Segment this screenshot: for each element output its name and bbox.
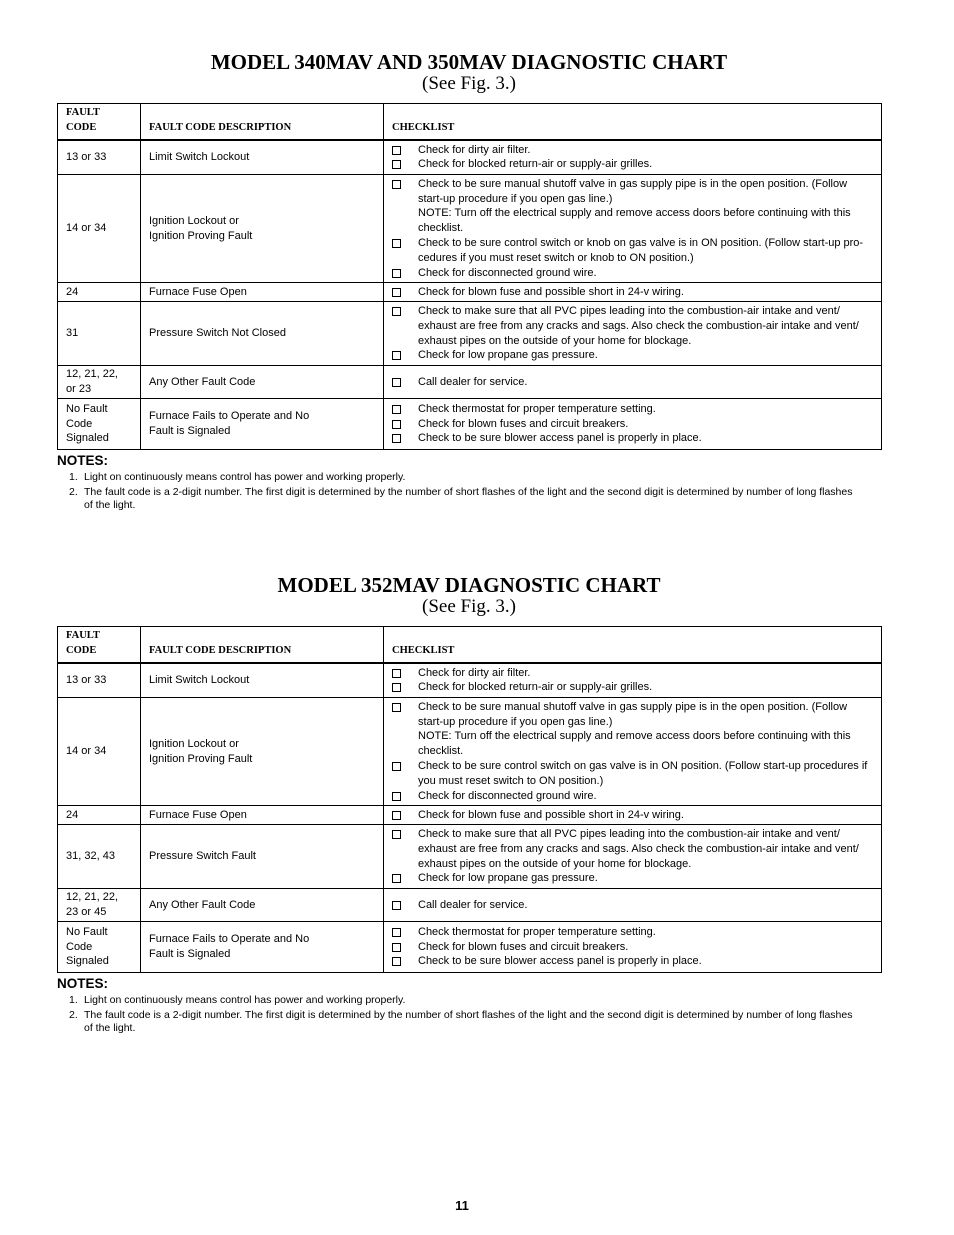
checklist-cell [384, 366, 882, 399]
checklist-text: start-up procedure if you open gas line.) [418, 715, 613, 728]
checklist-text: Check for blown fuse and possible short in 24-v wiring. [418, 808, 684, 821]
checkbox-icon [392, 928, 401, 937]
fault-description-text: Fault is Signaled [149, 948, 231, 961]
checkbox-icon [392, 180, 401, 189]
fault-description-cell [141, 366, 384, 399]
checklist-text: Check for disconnected ground wire. [418, 789, 597, 802]
fault-description-cell [141, 302, 384, 366]
checklist-item [392, 177, 873, 207]
checklist-text: exhaust are free from any cracks and sags. Also check the combustion-air intake and vent/ [418, 842, 859, 855]
note-text: of the light. [84, 499, 136, 512]
fault-code-cell [58, 140, 141, 175]
diagnostic-table [57, 103, 882, 450]
checklist-text: Check for blocked return-air or supply-air grilles. [418, 681, 653, 694]
checklist-item [392, 143, 873, 158]
checklist-text: exhaust are free from any cracks and sags. Also check the combustion-air intake and vent/ [418, 319, 859, 332]
checkbox-icon [392, 811, 401, 820]
fault-code-text: No Fault [66, 925, 108, 938]
fault-description-text: Any Other Fault Code [149, 898, 256, 911]
checklist-text: Check for blown fuse and possible short in 24-v wiring. [418, 285, 684, 298]
note-text: Light on continuously means control has power and working properly. [84, 471, 406, 484]
checklist-text: Check to be sure control switch or knob on gas valve is in ON position. (Follow start-up pro- [418, 236, 864, 249]
chart-title: MODEL 340MAV AND 350MAV DIAGNOSTIC CHART [210, 50, 728, 74]
table-row [58, 922, 882, 973]
fault-code-text: 13 or 33 [66, 673, 107, 686]
checklist-cell [384, 175, 882, 283]
table-row [58, 698, 882, 806]
fault-description-text: Any Other Fault Code [149, 375, 256, 388]
checklist-cell [384, 922, 882, 973]
checklist-item [392, 236, 873, 266]
checklist-text: Check for dirty air filter. [418, 666, 531, 679]
checklist-cell [384, 698, 882, 806]
checklist-item [392, 680, 873, 695]
checklist-text: Check to be sure manual shutoff valve in gas supply pipe is in the open position. (Follow [418, 700, 848, 713]
table-row [58, 366, 882, 399]
checklist-cell [384, 889, 882, 922]
checkbox-icon [392, 146, 401, 155]
checkbox-icon [392, 874, 401, 883]
chart-subtitle: (See Fig. 3.) [422, 596, 516, 617]
checklist-text: you must reset switch to ON position.) [418, 774, 604, 787]
checklist-text: Check to be sure blower access panel is properly in place. [418, 432, 702, 445]
checklist-text: exhaust pipes on the outside of your home for blockage. [418, 334, 692, 347]
checklist-cell [384, 663, 882, 698]
checkbox-icon [392, 830, 401, 839]
table-row [58, 889, 882, 922]
fault-description-text: Furnace Fuse Open [149, 808, 247, 821]
checklist-note [392, 729, 873, 759]
checklist-text: Check to make sure that all PVC pipes leading into the combustion-air intake and vent/ [418, 305, 840, 317]
note-text: Light on continuously means control has power and working properly. [84, 994, 406, 1007]
checklist-item [392, 304, 873, 348]
checkbox-icon [392, 378, 401, 387]
fault-code-text: 31 [66, 327, 79, 340]
checkbox-icon [392, 351, 401, 360]
table-row [58, 825, 882, 889]
checklist-note [392, 206, 873, 236]
fault-code-cell [58, 283, 141, 302]
checkbox-icon [392, 288, 401, 297]
header-fault-code-line2: CODE [66, 121, 97, 133]
fault-code-cell [58, 889, 141, 922]
notes-list [57, 994, 887, 1036]
checklist-item [392, 157, 873, 172]
fault-description-text: Limit Switch Lockout [149, 150, 250, 163]
table-row [58, 140, 882, 175]
checklist-cell [384, 302, 882, 366]
checkbox-icon [392, 239, 401, 248]
checklist-item [392, 666, 873, 681]
fault-description-cell [141, 806, 384, 825]
fault-description-text: Fault is Signaled [149, 425, 231, 438]
diagnostic-table [57, 626, 882, 973]
header-fault-code [58, 627, 141, 663]
checklist-text: Check thermostat for proper temperature setting. [418, 925, 656, 938]
checkbox-icon [392, 762, 401, 771]
header-checklist: CHECKLIST [384, 104, 882, 140]
checklist-item [392, 375, 873, 390]
fault-code-cell [58, 302, 141, 366]
fault-code-cell [58, 922, 141, 973]
table-row [58, 175, 882, 283]
checklist-text: start-up procedure if you open gas line.) [418, 192, 613, 205]
note-number: 2. [69, 485, 78, 498]
table-header-row [58, 104, 882, 140]
note-number: 2. [69, 1008, 78, 1021]
table-row [58, 283, 882, 302]
note-item [57, 471, 887, 485]
fault-description-text: Ignition Proving Fault [149, 229, 253, 242]
checklist-item [392, 759, 873, 789]
fault-description-text: Limit Switch Lockout [149, 673, 250, 686]
fault-code-text: No Fault [66, 402, 108, 415]
checklist-text: Check for blocked return-air or supply-air grilles. [418, 158, 653, 171]
checkbox-icon [392, 434, 401, 443]
checklist-item [392, 827, 873, 871]
notes-heading: NOTES: [57, 976, 109, 992]
checklist-text: Check to be sure control switch on gas valve is in ON position. (Follow start-up procedures if [418, 759, 868, 772]
fault-code-text: 12, 21, 22, [66, 368, 118, 381]
fault-description-cell [141, 175, 384, 283]
checklist-cell [384, 283, 882, 302]
checkbox-icon [392, 703, 401, 712]
fault-code-cell [58, 663, 141, 698]
table-row [58, 399, 882, 450]
fault-code-text: or 23 [66, 383, 92, 396]
fault-description-cell [141, 283, 384, 302]
checkbox-icon [392, 269, 401, 278]
notes-list [57, 471, 887, 513]
checklist-item [392, 898, 873, 913]
diagnostic-chart-340-350 [57, 51, 881, 514]
fault-description-text: Ignition Proving Fault [149, 752, 253, 765]
header-fault-code-line1: FAULT [66, 107, 100, 118]
fault-code-cell [58, 806, 141, 825]
checklist-text: Check for blown fuses and circuit breakers. [418, 940, 629, 953]
checklist-text: Check for low propane gas pressure. [418, 872, 598, 885]
fault-code-cell [58, 825, 141, 889]
checklist-item [392, 940, 873, 955]
fault-code-text: Signaled [66, 955, 109, 968]
checkbox-icon [392, 683, 401, 692]
fault-code-text: 23 or 45 [66, 906, 107, 919]
table-row [58, 806, 882, 825]
checklist-text: Check to make sure that all PVC pipes leading into the combustion-air intake and vent/ [418, 828, 840, 840]
fault-description-cell [141, 889, 384, 922]
checklist-text: checklist. [418, 745, 464, 758]
note-text: The fault code is a 2-digit number. The first digit is determined by the number of short flashes of the light and the second digit is determined by number of long flashes [84, 485, 853, 498]
fault-description-text: Furnace Fails to Operate and No [149, 410, 310, 423]
checkbox-icon [392, 901, 401, 910]
checklist-item [392, 266, 873, 281]
checklist-text: Check for blown fuses and circuit breakers. [418, 417, 629, 430]
fault-description-cell [141, 399, 384, 450]
checklist-text: Check for low propane gas pressure. [418, 349, 598, 362]
fault-code-text: 24 [66, 285, 79, 298]
checklist-item [392, 700, 873, 730]
chart-subtitle: (See Fig. 3.) [422, 73, 516, 94]
checklist-text: Check to be sure manual shutoff valve in gas supply pipe is in the open position. (Follow [418, 177, 848, 190]
checkbox-icon [392, 792, 401, 801]
checklist-text: Call dealer for service. [418, 898, 528, 911]
note-text: of the light. [84, 1022, 136, 1035]
notes-heading: NOTES: [57, 453, 109, 469]
checklist-item [392, 925, 873, 940]
fault-code-text: 13 or 33 [66, 150, 107, 163]
fault-code-text: Signaled [66, 432, 109, 445]
note-text: The fault code is a 2-digit number. The first digit is determined by the number of short flashes of the light and the second digit is determined by number of long flashes [84, 1008, 853, 1021]
fault-description-cell [141, 825, 384, 889]
checklist-item [392, 808, 873, 823]
checklist-cell [384, 825, 882, 889]
checklist-text: Check to be sure blower access panel is properly in place. [418, 955, 702, 968]
checklist-item [392, 348, 873, 363]
checklist-item [392, 789, 873, 804]
fault-description-text: Ignition Lockout or [149, 737, 239, 750]
checkbox-icon [392, 957, 401, 966]
table-row [58, 302, 882, 366]
checklist-item [392, 431, 873, 446]
checkbox-icon [392, 420, 401, 429]
page-number: 11 [455, 1198, 469, 1213]
checklist-item [392, 402, 873, 417]
fault-code-text: 31, 32, 43 [66, 850, 115, 863]
note-number: 1. [69, 994, 78, 1007]
chart-title: MODEL 352MAV DIAGNOSTIC CHART [277, 573, 661, 597]
checklist-item [392, 285, 873, 300]
checklist-text: exhaust pipes on the outside of your home for blockage. [418, 857, 692, 870]
checkbox-icon [392, 405, 401, 414]
table-header-row [58, 627, 882, 663]
fault-description-cell [141, 922, 384, 973]
checkbox-icon [392, 943, 401, 952]
checklist-text: checklist. [418, 222, 464, 235]
checkbox-icon [392, 669, 401, 678]
fault-code-cell [58, 366, 141, 399]
header-fault-code-line2: CODE [66, 644, 97, 656]
checkbox-icon [392, 160, 401, 169]
checklist-cell [384, 140, 882, 175]
header-description: FAULT CODE DESCRIPTION [141, 627, 384, 663]
fault-description-text: Pressure Switch Not Closed [149, 327, 286, 340]
fault-description-text: Furnace Fuse Open [149, 285, 247, 298]
fault-code-text: 14 or 34 [66, 745, 107, 758]
checklist-text: Check for disconnected ground wire. [418, 266, 597, 279]
checklist-cell [384, 806, 882, 825]
fault-description-cell [141, 663, 384, 698]
note-item [57, 486, 887, 513]
checkbox-icon [392, 307, 401, 316]
header-fault-code [58, 104, 141, 140]
note-item [57, 994, 887, 1008]
fault-code-cell [58, 698, 141, 806]
checklist-text: Check thermostat for proper temperature setting. [418, 402, 656, 415]
header-description: FAULT CODE DESCRIPTION [141, 104, 384, 140]
header-fault-code-line1: FAULT [66, 630, 100, 641]
checklist-text: cedures if you must reset switch or knob to ON position.) [418, 251, 694, 264]
checklist-item [392, 954, 873, 969]
fault-code-text: Code [66, 417, 93, 430]
checklist-item [392, 417, 873, 432]
note-number: 1. [69, 471, 78, 484]
fault-description-text: Pressure Switch Fault [149, 850, 256, 863]
checklist-text: Call dealer for service. [418, 375, 528, 388]
checklist-text: NOTE: Turn off the electrical supply and remove access doors before continuing with this [418, 730, 851, 743]
diagnostic-chart-352 [57, 574, 881, 1037]
fault-description-cell [141, 140, 384, 175]
fault-code-text: 24 [66, 808, 79, 821]
checklist-text: Check for dirty air filter. [418, 143, 531, 156]
header-checklist: CHECKLIST [384, 627, 882, 663]
fault-code-text: 14 or 34 [66, 222, 107, 235]
fault-description-text: Ignition Lockout or [149, 214, 239, 227]
fault-code-text: 12, 21, 22, [66, 891, 118, 904]
checklist-text: NOTE: Turn off the electrical supply and remove access doors before continuing with this [418, 207, 851, 220]
table-row [58, 663, 882, 698]
fault-code-cell [58, 399, 141, 450]
checklist-cell [384, 399, 882, 450]
fault-code-text: Code [66, 940, 93, 953]
fault-description-text: Furnace Fails to Operate and No [149, 933, 310, 946]
note-item [57, 1009, 887, 1036]
fault-code-cell [58, 175, 141, 283]
checklist-item [392, 871, 873, 886]
fault-description-cell [141, 698, 384, 806]
